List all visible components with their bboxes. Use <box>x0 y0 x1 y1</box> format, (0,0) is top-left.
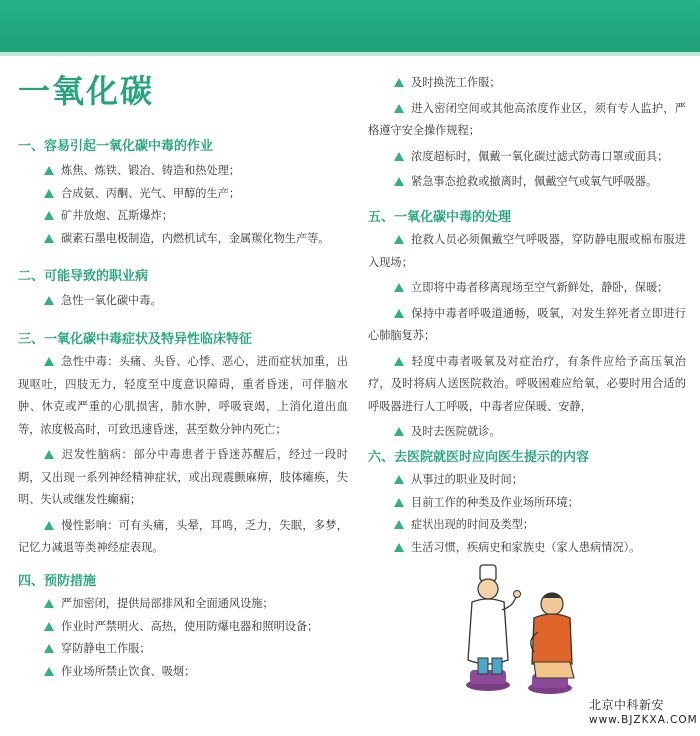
triangle-bullet-icon <box>394 357 404 366</box>
list-item: 急性一氧化碳中毒。 <box>18 290 348 313</box>
triangle-bullet-icon <box>394 177 404 186</box>
section-prevention <box>18 570 348 683</box>
list-item: 症状出现的时间及类型； <box>368 514 686 537</box>
list-item: 碳素石墨电极制造，内燃机试车，金属羰化物生产等。 <box>18 228 348 251</box>
doctor-patient-illustration-icon <box>450 560 600 700</box>
company-name: 北京中科新安 <box>589 698 665 712</box>
triangle-bullet-icon <box>394 283 404 292</box>
triangle-bullet-icon <box>394 235 404 244</box>
triangle-bullet-icon <box>44 450 54 459</box>
list-item: 合成氨、丙酮、光气、甲醇的生产； <box>18 183 348 206</box>
list-item: 穿防静电工作服； <box>18 638 348 661</box>
paragraph: 及时去医院就诊。 <box>368 421 686 444</box>
triangle-bullet-icon <box>44 622 54 631</box>
section-heading: 二、可能导致的职业病 <box>18 269 149 284</box>
triangle-bullet-icon <box>394 152 404 161</box>
list-item: 从事过的职业及时间； <box>368 469 686 492</box>
list-item: 作业时严禁明火、高热，使用防爆电器和照明设备； <box>18 616 348 639</box>
paragraph: 急性中毒：头痛、头昏、心悸、恶心，进而症状加重，出现呕吐，四肢无力，轻度至中度意识障碍，重者昏迷，可伴脑水肿、休克或严重的心肌损害，肺水肿，呼吸衰竭，上消化道出血等，浓度极高时，可致迅速昏迷，甚至数分钟内死亡； <box>18 355 348 436</box>
section-occupational-disease <box>18 265 348 313</box>
triangle-bullet-icon <box>394 475 404 484</box>
triangle-bullet-icon <box>44 667 54 676</box>
paragraph: 保持中毒者呼吸道通畅，吸氧，对发生猝死者立即进行心肺脑复苏； <box>368 306 686 342</box>
section-prevention-continued <box>368 72 686 194</box>
section-heading: 一、容易引起一氧化碳中毒的作业 <box>18 139 214 154</box>
section-symptoms <box>18 328 348 560</box>
triangle-bullet-icon <box>44 211 54 220</box>
section-treatment <box>368 206 686 444</box>
list-item: 生活习惯，疾病史和家族史（家人患病情况）。 <box>368 537 686 560</box>
company-url: www.BJZKXA.COM <box>589 714 698 726</box>
paragraph: 迟发性脑病：部分中毒患者于昏迷苏醒后，经过一段时期，又出现一系列神经精神症状，或出现震颤麻痹，肢体瘫痪，失明、失认或继发性癫痫； <box>18 448 348 506</box>
paragraph: 轻度中毒者吸氧及对症治疗，有条件应给予高压氧治疗，及时将病人送医院救治。呼吸困难应给氧，必要时用合适的呼吸器进行人工呼吸，中毒者应保暖、安静， <box>368 354 686 413</box>
triangle-bullet-icon <box>44 644 54 653</box>
paragraph: 抢救人员必须佩戴空气呼吸器，穿防静电服或棉布服进入现场； <box>368 233 686 269</box>
section-heading: 四、预防措施 <box>18 574 97 589</box>
section-heading: 五、一氧化碳中毒的处理 <box>368 210 512 225</box>
triangle-bullet-icon <box>394 427 404 436</box>
triangle-bullet-icon <box>394 309 404 318</box>
top-banner <box>0 0 700 52</box>
triangle-bullet-icon <box>44 296 54 305</box>
triangle-bullet-icon <box>394 520 404 529</box>
section-heading: 三、一氧化碳中毒症状及特异性临床特征 <box>18 332 253 347</box>
list-item: 炼焦、炼铁、锻冶、铸造和热处理； <box>18 160 348 183</box>
triangle-bullet-icon <box>44 189 54 198</box>
section-occupations <box>18 135 348 250</box>
triangle-bullet-icon <box>44 521 54 530</box>
section-heading: 六、去医院就医时应向医生提示的内容 <box>368 450 590 465</box>
triangle-bullet-icon <box>394 543 404 552</box>
paragraph: 立即将中毒者移离现场至空气新鲜处，静卧，保暖； <box>368 277 686 300</box>
triangle-bullet-icon <box>394 78 404 87</box>
triangle-bullet-icon <box>394 104 404 113</box>
triangle-bullet-icon <box>394 498 404 507</box>
banner-divider <box>0 52 700 56</box>
section-doctor-info <box>368 446 686 559</box>
page-title: 一氧化碳 <box>18 72 155 110</box>
list-item: 目前工作的种类及作业场所环境； <box>368 492 686 515</box>
triangle-bullet-icon <box>44 599 54 608</box>
triangle-bullet-icon <box>44 234 54 243</box>
paragraph: 紧急事态抢救或撤离时，佩戴空气或氧气呼吸器。 <box>368 171 686 194</box>
paragraph: 及时换洗工作服； <box>368 72 686 95</box>
triangle-bullet-icon <box>44 357 54 366</box>
list-item: 作业场所禁止饮食、吸烟； <box>18 661 348 684</box>
paragraph: 浓度超标时，佩戴一氧化碳过滤式防毒口罩或面具； <box>368 146 686 169</box>
triangle-bullet-icon <box>44 166 54 175</box>
paragraph: 慢性影响：可有头痛，头晕，耳鸣，乏力，失眠，多梦，记忆力减退等类神经症表现。 <box>18 518 348 554</box>
list-item: 矿井放炮、瓦斯爆炸； <box>18 205 348 228</box>
paragraph: 进入密闭空间或其他高浓度作业区，须有专人监护，严格遵守安全操作规程； <box>368 101 686 137</box>
list-item: 严加密闭，提供局部排风和全面通风设施； <box>18 593 348 616</box>
